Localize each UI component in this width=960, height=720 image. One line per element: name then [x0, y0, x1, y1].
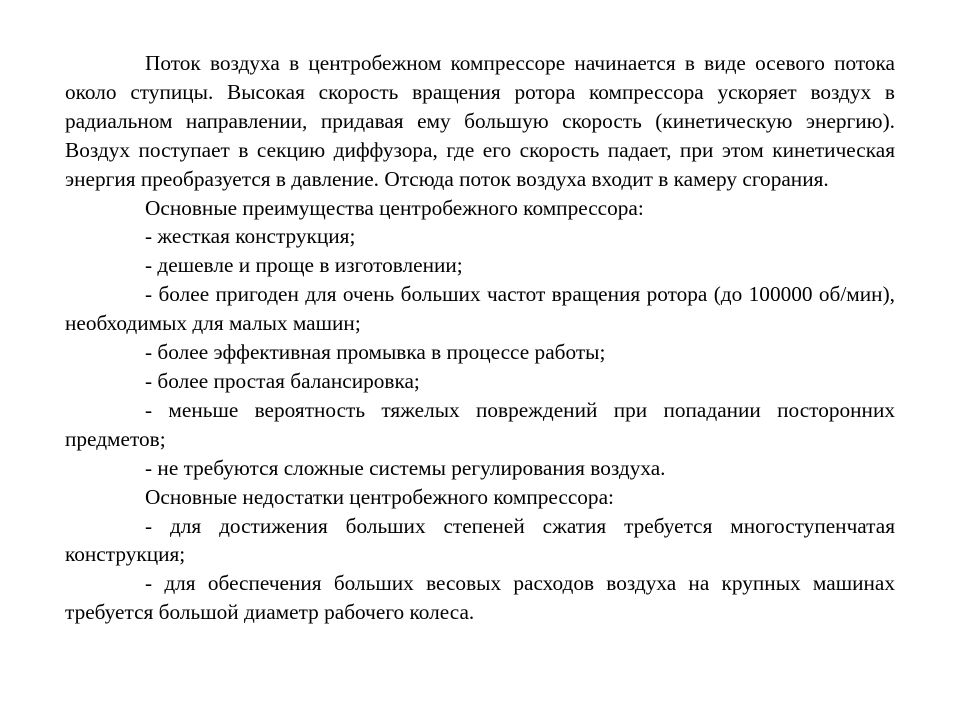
disadvantage-item: - для достижения больших степеней сжатия требуется многоступенчатая конструкция;: [65, 513, 895, 567]
advantage-item: - более пригоден для очень больших частот вращения ротора (до 100000 об/мин), необходимых для малых машин;: [65, 282, 895, 336]
advantage-item: - меньше вероятность тяжелых повреждений при попадании посторонних предметов;: [65, 397, 895, 451]
advantage-item: - дешевле и проще в изготовлении;: [145, 253, 463, 278]
intro-paragraph: Поток воздуха в центробежном компрессоре начинается в виде осевого потока около ступицы. Высокая скорость вращения ротора компрессора ускоряет воздух в радиальном направлении, придавая ему большую скорость (кинетическую энергию). Воздух поступает в секцию диффузора, где его скорость падает, при этом кинетическая энергия преобразуется в давление. Отсюда поток воздуха входит в камеру сгорания.: [65, 51, 895, 191]
advantages-heading: Основные преимущества центробежного компрессора:: [145, 195, 644, 220]
advantage-item: - более простая балансировка;: [145, 368, 420, 393]
advantage-item: - более эффективная промывка в процессе работы;: [145, 340, 606, 365]
advantage-item: - не требуются сложные системы регулирования воздуха.: [145, 455, 666, 480]
document-text: [65, 49, 895, 627]
disadvantages-heading: Основные недостатки центробежного компрессора:: [145, 484, 614, 509]
disadvantage-item: - для обеспечения больших весовых расходов воздуха на крупных машинах требуется большой диаметр рабочего колеса.: [65, 571, 895, 625]
advantage-item: - жесткая конструкция;: [145, 224, 356, 249]
